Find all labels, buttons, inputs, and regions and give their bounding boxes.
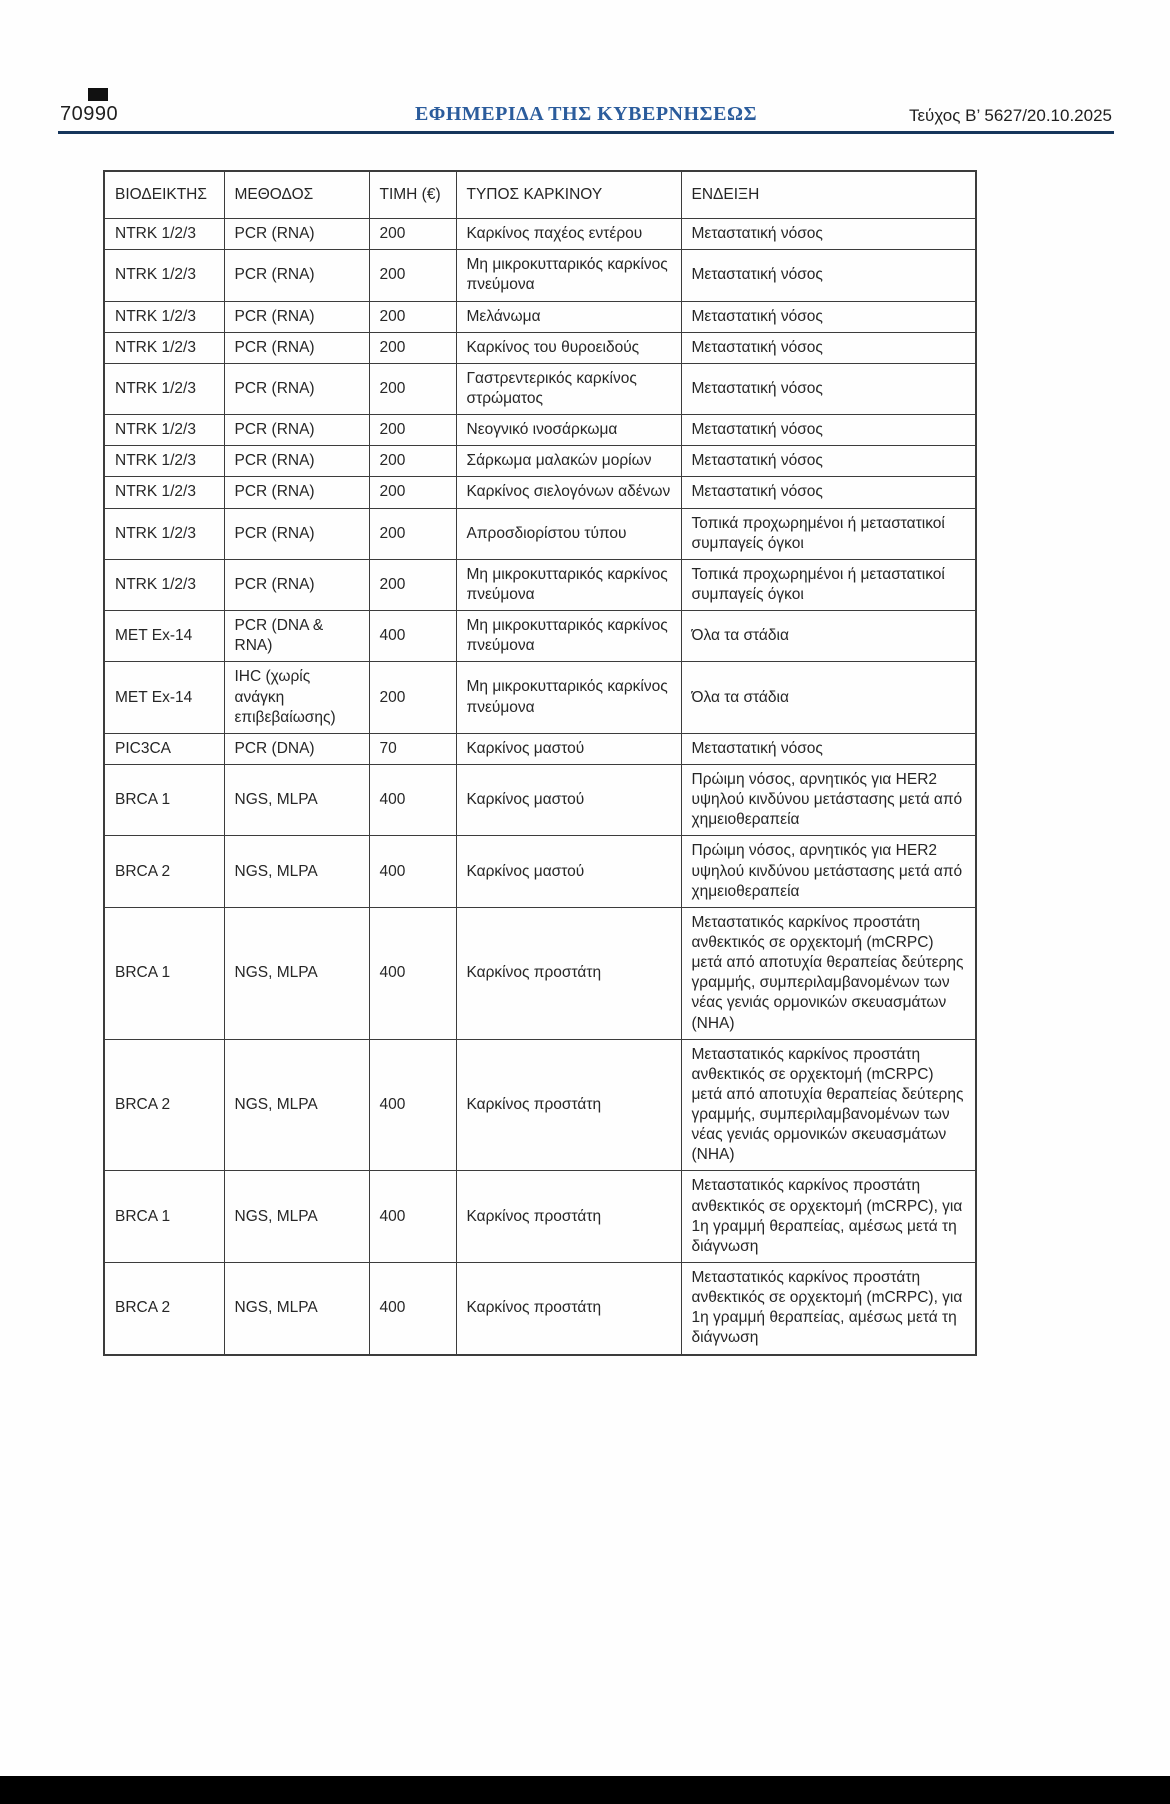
cell-method: PCR (RNA): [224, 559, 369, 610]
table-row: [104, 662, 976, 733]
cell-price: 400: [369, 836, 456, 907]
cell-indication: Μεταστατική νόσος: [681, 446, 976, 477]
cell-biomarker: BRCA 2: [104, 1263, 224, 1355]
cell-biomarker: BRCA 1: [104, 1171, 224, 1263]
cell-cancer-type: Μη μικροκυτταρικός καρκίνος πνεύμονα: [456, 662, 681, 733]
cell-method: NGS, MLPA: [224, 1263, 369, 1355]
cell-indication: Μεταστατική νόσος: [681, 250, 976, 301]
table-row: [104, 764, 976, 835]
table-row: [104, 301, 976, 332]
column-header-indication: ΕΝΔΕΙΞΗ: [681, 171, 976, 219]
cell-indication: Μεταστατική νόσος: [681, 415, 976, 446]
masthead: [60, 100, 1112, 126]
cell-cancer-type: Γαστρεντερικός καρκίνος στρώματος: [456, 363, 681, 414]
gazette-title: ΕΦΗΜΕΡΙΔΑ ΤΗΣ ΚΥΒΕΡΝΗΣΕΩΣ: [414, 103, 758, 125]
cell-cancer-type: Μελάνωμα: [456, 301, 681, 332]
cell-price: 400: [369, 907, 456, 1039]
table-row: [104, 508, 976, 559]
cell-biomarker: NTRK 1/2/3: [104, 363, 224, 414]
cell-indication: Πρώιμη νόσος, αρνητικός για HER2 υψηλού κινδύνου μετάστασης μετά από χημειοθεραπεία: [681, 836, 976, 907]
cell-biomarker: BRCA 2: [104, 836, 224, 907]
table-row: [104, 1039, 976, 1171]
cell-price: 200: [369, 508, 456, 559]
cell-method: NGS, MLPA: [224, 1171, 369, 1263]
cell-biomarker: PIC3CA: [104, 733, 224, 764]
cell-biomarker: NTRK 1/2/3: [104, 446, 224, 477]
column-header-method: ΜΕΘΟΔΟΣ: [224, 171, 369, 219]
cell-cancer-type: Νεογνικό ινοσάρκωμα: [456, 415, 681, 446]
column-header-biomarker: ΒΙΟΔΕΙΚΤΗΣ: [104, 171, 224, 219]
cell-method: PCR (RNA): [224, 219, 369, 250]
cell-indication: Μεταστατική νόσος: [681, 219, 976, 250]
cell-method: PCR (RNA): [224, 446, 369, 477]
cell-cancer-type: Μη μικροκυτταρικός καρκίνος πνεύμονα: [456, 250, 681, 301]
table-row: [104, 415, 976, 446]
cell-indication: Πρώιμη νόσος, αρνητικός για HER2 υψηλού κινδύνου μετάστασης μετά από χημειοθεραπεία: [681, 764, 976, 835]
cell-biomarker: BRCA 1: [104, 907, 224, 1039]
table-row: [104, 219, 976, 250]
table-row: [104, 1171, 976, 1263]
footer-bar: [0, 1776, 1170, 1804]
cell-biomarker: NTRK 1/2/3: [104, 477, 224, 508]
cell-cancer-type: Καρκίνος προστάτη: [456, 1263, 681, 1355]
cell-cancer-type: Καρκίνος μαστού: [456, 836, 681, 907]
table-row: [104, 907, 976, 1039]
cell-cancer-type: Απροσδιορίστου τύπου: [456, 508, 681, 559]
cell-biomarker: NTRK 1/2/3: [104, 508, 224, 559]
cell-biomarker: NTRK 1/2/3: [104, 332, 224, 363]
issue-info: Τεύχος Β’ 5627/20.10.2025: [908, 106, 1112, 125]
cell-cancer-type: Μη μικροκυτταρικός καρκίνος πνεύμονα: [456, 611, 681, 662]
table-row: [104, 477, 976, 508]
cell-indication: Μεταστατική νόσος: [681, 733, 976, 764]
cell-price: 200: [369, 250, 456, 301]
cell-biomarker: NTRK 1/2/3: [104, 219, 224, 250]
cell-indication: Τοπικά προχωρημένοι ή μεταστατικοί συμπαγείς όγκοι: [681, 508, 976, 559]
cell-method: NGS, MLPA: [224, 907, 369, 1039]
cell-cancer-type: Καρκίνος σιελογόνων αδένων: [456, 477, 681, 508]
table-header-row: [104, 171, 976, 219]
table-row: [104, 836, 976, 907]
cell-method: PCR (RNA): [224, 250, 369, 301]
cell-cancer-type: Καρκίνος παχέος εντέρου: [456, 219, 681, 250]
cell-indication: Όλα τα στάδια: [681, 662, 976, 733]
table-row: [104, 332, 976, 363]
cell-indication: Τοπικά προχωρημένοι ή μεταστατικοί συμπαγείς όγκοι: [681, 559, 976, 610]
cell-method: PCR (RNA): [224, 363, 369, 414]
cell-price: 200: [369, 332, 456, 363]
table-row: [104, 733, 976, 764]
cell-price: 200: [369, 415, 456, 446]
column-header-cancer-type: ΤΥΠΟΣ ΚΑΡΚΙΝΟΥ: [456, 171, 681, 219]
cell-method: NGS, MLPA: [224, 1039, 369, 1171]
cell-biomarker: NTRK 1/2/3: [104, 301, 224, 332]
cell-price: 400: [369, 1171, 456, 1263]
cell-biomarker: BRCA 1: [104, 764, 224, 835]
biomarker-price-table: [103, 170, 977, 1356]
cell-indication: Μεταστατικός καρκίνος προστάτη ανθεκτικός σε ορχεκτομή (mCRPC), για 1η γραμμή θεραπείας, αμέσως μετά τη διάγνωση: [681, 1263, 976, 1355]
cell-method: PCR (RNA): [224, 415, 369, 446]
cell-cancer-type: Σάρκωμα μαλακών μορίων: [456, 446, 681, 477]
cell-indication: Μεταστατική νόσος: [681, 477, 976, 508]
cell-price: 400: [369, 764, 456, 835]
page-number: 70990: [60, 103, 119, 125]
cell-method: IHC (χωρίς ανάγκη επιβεβαίωσης): [224, 662, 369, 733]
cell-indication: Μεταστατικός καρκίνος προστάτη ανθεκτικός σε ορχεκτομή (mCRPC), για 1η γραμμή θεραπείας, αμέσως μετά τη διάγνωση: [681, 1171, 976, 1263]
cell-price: 400: [369, 1039, 456, 1171]
cell-cancer-type: Μη μικροκυτταρικός καρκίνος πνεύμονα: [456, 559, 681, 610]
table-row: [104, 250, 976, 301]
cell-method: PCR (RNA): [224, 508, 369, 559]
table-row: [104, 559, 976, 610]
cell-biomarker: BRCA 2: [104, 1039, 224, 1171]
cell-method: NGS, MLPA: [224, 764, 369, 835]
cell-method: PCR (RNA): [224, 477, 369, 508]
cell-price: 400: [369, 611, 456, 662]
cell-price: 200: [369, 559, 456, 610]
cell-cancer-type: Καρκίνος του θυροειδούς: [456, 332, 681, 363]
cell-price: 200: [369, 662, 456, 733]
cell-cancer-type: Καρκίνος προστάτη: [456, 907, 681, 1039]
cell-cancer-type: Καρκίνος μαστού: [456, 733, 681, 764]
cell-biomarker: NTRK 1/2/3: [104, 250, 224, 301]
cell-indication: Μεταστατική νόσος: [681, 332, 976, 363]
cell-biomarker: NTRK 1/2/3: [104, 559, 224, 610]
table-row: [104, 446, 976, 477]
cell-indication: Μεταστατικός καρκίνος προστάτη ανθεκτικός σε ορχεκτομή (mCRPC) μετά από αποτυχία θεραπείας δεύτερης γραμμής, συμπεριλαμβανομένων των νέας γενιάς ορμονικών σκευασμάτων (NHA): [681, 907, 976, 1039]
cell-biomarker: NTRK 1/2/3: [104, 415, 224, 446]
cell-biomarker: MET Ex-14: [104, 662, 224, 733]
cell-indication: Όλα τα στάδια: [681, 611, 976, 662]
cell-cancer-type: Καρκίνος προστάτη: [456, 1171, 681, 1263]
cell-indication: Μεταστατική νόσος: [681, 363, 976, 414]
table-row: [104, 611, 976, 662]
table-row: [104, 363, 976, 414]
cell-price: 70: [369, 733, 456, 764]
cell-price: 200: [369, 363, 456, 414]
cell-cancer-type: Καρκίνος μαστού: [456, 764, 681, 835]
cell-method: PCR (RNA): [224, 301, 369, 332]
masthead-rule: [58, 131, 1114, 134]
cell-price: 400: [369, 1263, 456, 1355]
cell-cancer-type: Καρκίνος προστάτη: [456, 1039, 681, 1171]
table-body: [104, 219, 976, 1355]
cell-price: 200: [369, 446, 456, 477]
cell-price: 200: [369, 301, 456, 332]
cell-biomarker: MET Ex-14: [104, 611, 224, 662]
cell-indication: Μεταστατικός καρκίνος προστάτη ανθεκτικός σε ορχεκτομή (mCRPC) μετά από αποτυχία θεραπείας δεύτερης γραμμής, συμπεριλαμβανομένων των νέας γενιάς ορμονικών σκευασμάτων (NHA): [681, 1039, 976, 1171]
cell-indication: Μεταστατική νόσος: [681, 301, 976, 332]
cell-price: 200: [369, 219, 456, 250]
cell-method: PCR (DNA & RNA): [224, 611, 369, 662]
cell-price: 200: [369, 477, 456, 508]
cell-method: PCR (RNA): [224, 332, 369, 363]
column-header-price: ΤΙΜΗ (€): [369, 171, 456, 219]
cell-method: NGS, MLPA: [224, 836, 369, 907]
cell-method: PCR (DNA): [224, 733, 369, 764]
table-row: [104, 1263, 976, 1355]
